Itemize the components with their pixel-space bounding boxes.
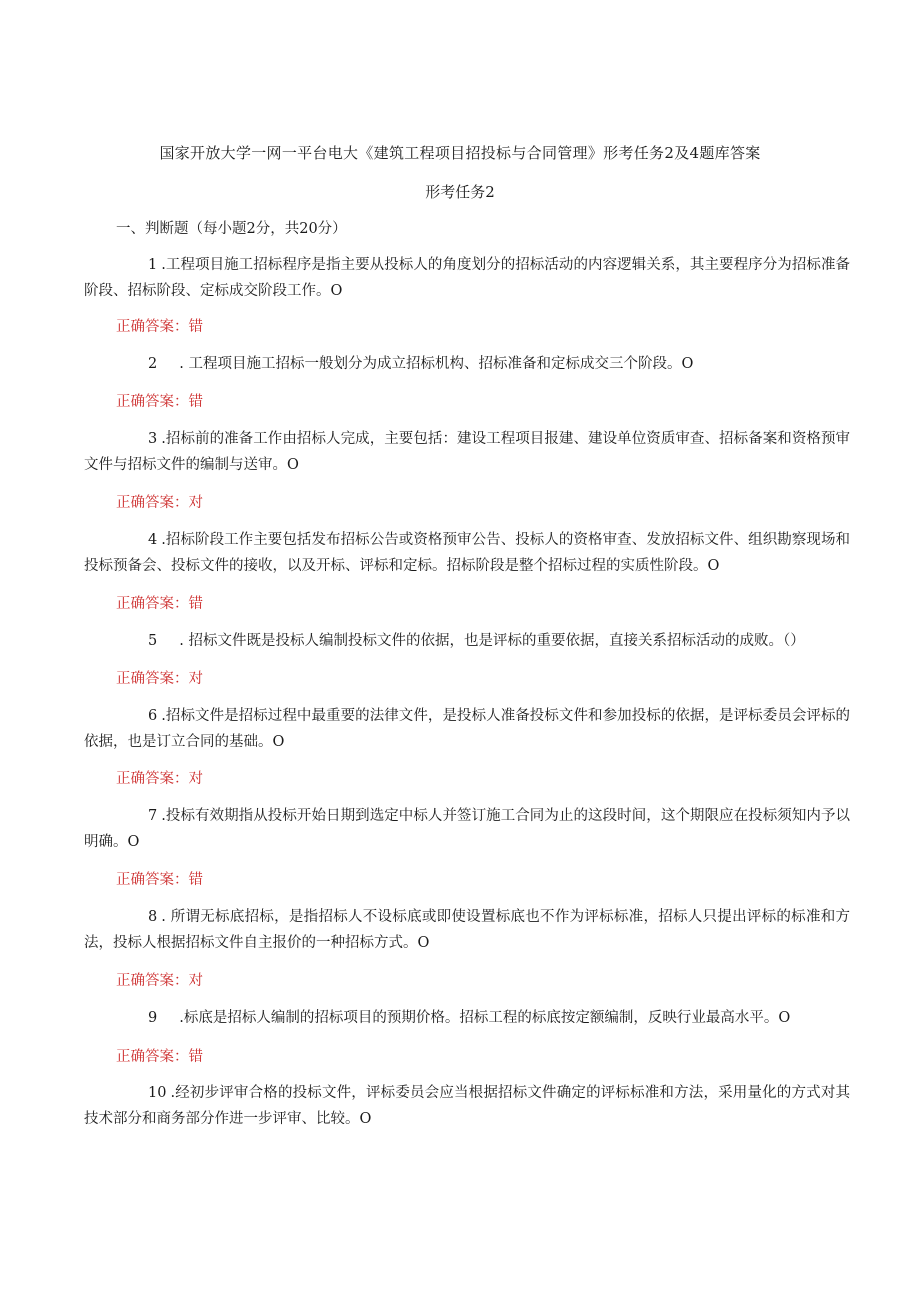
answer-value: 对 (188, 973, 203, 989)
answer-3 (116, 491, 203, 512)
answer-value: 错 (188, 394, 203, 410)
question-6 (84, 703, 850, 755)
question-number: 7 (148, 808, 158, 824)
answer-6 (116, 767, 203, 788)
answer-4 (116, 592, 203, 613)
question-text: .经初步评审合格的投标文件，评标委员会应当根据招标文件确定的评标标准和方法，采用量化的方式对其技术部分和商务部分作进一步评审、比较。O (84, 1085, 850, 1127)
question-4 (84, 527, 850, 579)
answer-value: 对 (188, 671, 203, 687)
question-text: .招标前的准备工作由招标人完成，主要包括：建设工程项目报建、建设单位资质审查、招标备案和资格预审文件与招标文件的编制与送审。O (84, 431, 850, 473)
answer-value: 错 (188, 596, 203, 612)
answer-value: 错 (188, 872, 203, 888)
question-8 (84, 904, 850, 956)
question-text: . 所谓无标底招标，是指招标人不设标底或即使设置标底也不作为评标标准，招标人只提出评标的标准和方法，投标人根据招标文件自主报价的一种招标方式。O (84, 909, 850, 951)
question-number: 4 (148, 532, 158, 548)
answer-prefix: 正确答案： (116, 771, 189, 787)
question-5 (84, 628, 850, 654)
answer-prefix: 正确答案： (116, 872, 189, 888)
page-title: 国家开放大学一网一平台电大《建筑工程项目招投标与合同管理》形考任务2及4题库答案 (159, 144, 761, 162)
question-number: 9 (148, 1010, 158, 1026)
answer-prefix: 正确答案： (116, 394, 189, 410)
question-9 (84, 1005, 850, 1031)
question-number: 6 (148, 708, 158, 724)
answer-value: 对 (188, 495, 203, 511)
answer-prefix: 正确答案： (116, 973, 189, 989)
question-text: .标底是招标人编制的招标项目的预期价格。招标工程的标底按定额编制，反映行业最高水平。O (179, 1010, 791, 1026)
question-text: . 工程项目施工招标一般划分为成立招标机构、招标准备和定标成交三个阶段。O (179, 356, 694, 372)
question-number: 3 (148, 431, 158, 447)
question-text: .招标文件是招标过程中最重要的法律文件，是投标人准备投标文件和参加投标的依据，是评标委员会评标的依据，也是订立合同的基础。O (84, 708, 850, 750)
question-text: .投标有效期指从投标开始日期到选定中标人并签订施工合同为止的这段时间，这个期限应在投标须知内予以明确。O (84, 808, 850, 850)
question-1 (84, 252, 850, 304)
answer-value: 对 (188, 771, 203, 787)
question-10 (84, 1080, 850, 1132)
question-text: .工程项目施工招标程序是指主要从投标人的角度划分的招标活动的内容逻辑关系，其主要程序分为招标准备阶段、招标阶段、定标成交阶段工作。O (84, 257, 850, 299)
question-text: .招标阶段工作主要包括发布招标公告或资格预审公告、投标人的资格审查、发放招标文件、组织勘察现场和投标预备会、投标文件的接收，以及开标、评标和定标。招标阶段是整个招标过程的实质性阶段。O (84, 532, 850, 574)
question-number: 5 (148, 633, 158, 649)
answer-5 (116, 667, 203, 688)
page-subtitle: 形考任务2 (425, 183, 495, 201)
answer-prefix: 正确答案： (116, 495, 189, 511)
question-number: 2 (148, 356, 158, 372)
question-2 (84, 351, 850, 377)
answer-prefix: 正确答案： (116, 671, 189, 687)
question-3 (84, 426, 850, 478)
answer-7 (116, 868, 203, 889)
question-number: 1 (148, 257, 158, 273)
answer-9 (116, 1045, 203, 1066)
question-text: . 招标文件既是投标人编制投标文件的依据，也是评标的重要依据，直接关系招标活动的成败。（） (179, 633, 805, 649)
question-7 (84, 803, 850, 855)
answer-prefix: 正确答案： (116, 319, 189, 335)
answer-value: 错 (188, 1049, 203, 1065)
answer-1 (116, 315, 203, 336)
section-heading: 一、判断题（每小题2分，共20分） (116, 221, 347, 237)
answer-prefix: 正确答案： (116, 1049, 189, 1065)
answer-prefix: 正确答案： (116, 596, 189, 612)
question-number: 8 (148, 909, 158, 925)
answer-8 (116, 969, 203, 990)
question-number: 10 (148, 1085, 167, 1101)
answer-2 (116, 390, 203, 411)
answer-value: 错 (188, 319, 203, 335)
